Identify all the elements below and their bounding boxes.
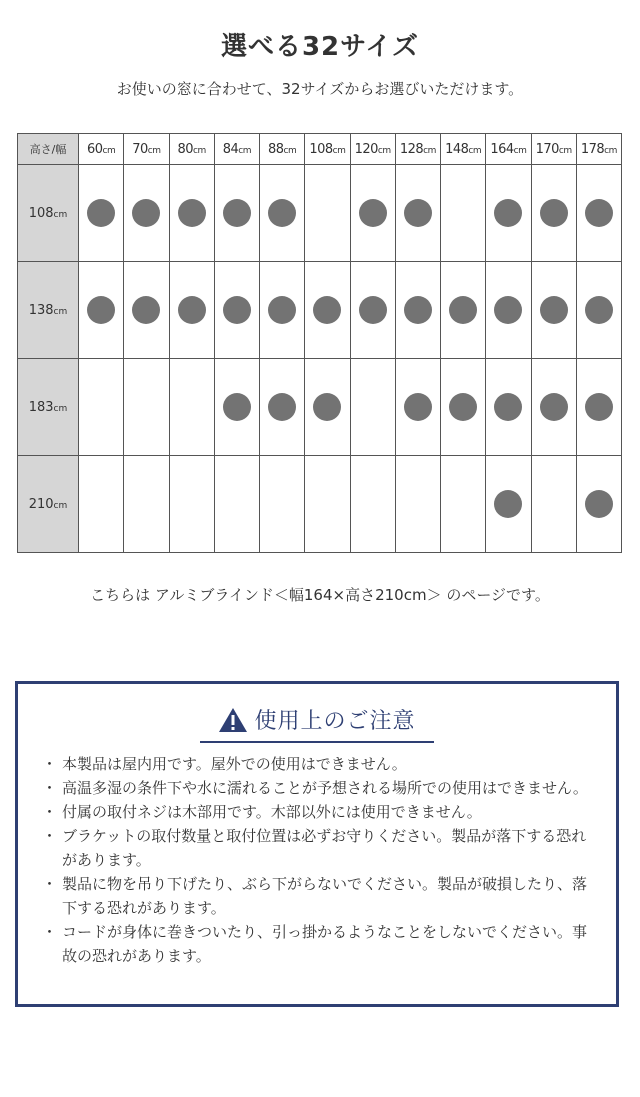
page-subtitle: お使いの窓に合わせて、32サイズからお選びいただけます。 bbox=[116, 80, 524, 98]
height-header bbox=[18, 456, 79, 553]
width-unit: cm bbox=[558, 145, 572, 156]
size-cell bbox=[260, 165, 305, 262]
size-cell bbox=[531, 359, 576, 456]
available-dot-icon bbox=[404, 393, 432, 421]
available-dot-icon bbox=[585, 490, 613, 518]
width-value: 164 bbox=[490, 141, 514, 157]
size-cell bbox=[531, 165, 576, 262]
available-dot-icon bbox=[540, 393, 568, 421]
size-cell bbox=[486, 165, 531, 262]
size-cell bbox=[531, 456, 576, 553]
height-unit: cm bbox=[53, 209, 68, 220]
size-cell bbox=[486, 359, 531, 456]
width-unit: cm bbox=[193, 145, 206, 156]
width-unit: cm bbox=[102, 145, 116, 156]
size-cell bbox=[169, 456, 214, 553]
available-dot-icon bbox=[449, 296, 477, 324]
available-dot-icon bbox=[494, 393, 522, 421]
size-cell bbox=[260, 456, 305, 553]
size-cell bbox=[260, 262, 305, 359]
available-dot-icon bbox=[585, 393, 613, 421]
size-cell bbox=[395, 262, 440, 359]
size-cell bbox=[486, 456, 531, 553]
table-row bbox=[18, 456, 622, 553]
height-value: 138 bbox=[28, 302, 54, 318]
available-dot-icon bbox=[132, 199, 160, 227]
table-row bbox=[18, 262, 622, 359]
height-unit: cm bbox=[53, 500, 68, 511]
size-cell bbox=[576, 165, 621, 262]
caution-list bbox=[44, 752, 596, 968]
available-dot-icon bbox=[585, 199, 613, 227]
size-cell bbox=[214, 165, 259, 262]
size-cell bbox=[441, 359, 486, 456]
size-cell bbox=[350, 165, 395, 262]
width-value: 60 bbox=[86, 141, 103, 157]
caution-box bbox=[15, 681, 619, 1007]
caution-item: ・ 付属の取付ネジは木部用です。木部以外には使用できません。 bbox=[44, 800, 596, 824]
size-cell bbox=[124, 165, 169, 262]
width-header bbox=[441, 134, 486, 165]
size-cell bbox=[124, 359, 169, 456]
size-cell bbox=[441, 262, 486, 359]
available-dot-icon bbox=[313, 296, 341, 324]
available-dot-icon bbox=[223, 393, 251, 421]
width-unit: cm bbox=[468, 145, 482, 156]
size-cell bbox=[79, 262, 124, 359]
size-cell bbox=[305, 262, 350, 359]
size-cell bbox=[124, 262, 169, 359]
available-dot-icon bbox=[449, 393, 477, 421]
width-header bbox=[124, 134, 169, 165]
caution-item: ・ 高温多湿の条件下や水に濡れることが予想される場所での使用はできません。 bbox=[44, 776, 596, 800]
size-cell bbox=[486, 262, 531, 359]
size-cell bbox=[305, 165, 350, 262]
width-header bbox=[169, 134, 214, 165]
width-header bbox=[260, 134, 305, 165]
available-dot-icon bbox=[404, 199, 432, 227]
available-dot-icon bbox=[268, 296, 296, 324]
caution-item: ・ コードが身体に巻きついたり、引っ掛かるようなことをしないでください。事故の恐れがあります。 bbox=[44, 920, 596, 968]
available-dot-icon bbox=[359, 199, 387, 227]
width-value: 170 bbox=[535, 141, 559, 157]
width-value: 178 bbox=[580, 141, 605, 157]
caution-title: 使用上のご注意 bbox=[254, 709, 416, 734]
width-unit: cm bbox=[147, 145, 161, 156]
size-cell bbox=[169, 165, 214, 262]
width-value: 84 bbox=[222, 141, 239, 157]
available-dot-icon bbox=[404, 296, 432, 324]
warning-triangle-icon bbox=[218, 707, 248, 733]
height-unit: cm bbox=[53, 306, 68, 317]
size-cell bbox=[576, 456, 621, 553]
size-cell bbox=[395, 359, 440, 456]
height-value: 108 bbox=[28, 205, 54, 221]
page-title: 選べる32サイズ bbox=[220, 32, 420, 62]
size-cell bbox=[79, 165, 124, 262]
width-value: 80 bbox=[177, 141, 194, 157]
available-dot-icon bbox=[178, 296, 206, 324]
width-unit: cm bbox=[377, 145, 391, 156]
available-dot-icon bbox=[223, 296, 251, 324]
size-cell bbox=[395, 456, 440, 553]
size-cell bbox=[350, 456, 395, 553]
caution-item: ・ 本製品は屋内用です。屋外での使用はできません。 bbox=[44, 752, 596, 776]
height-unit: cm bbox=[53, 403, 68, 414]
available-dot-icon bbox=[494, 296, 522, 324]
size-cell bbox=[531, 262, 576, 359]
available-dot-icon bbox=[540, 296, 568, 324]
available-dot-icon bbox=[87, 199, 115, 227]
width-header bbox=[350, 134, 395, 165]
width-header bbox=[214, 134, 259, 165]
width-value: 108 bbox=[309, 141, 333, 157]
size-cell bbox=[395, 165, 440, 262]
available-dot-icon bbox=[359, 296, 387, 324]
available-dot-icon bbox=[313, 393, 341, 421]
height-header bbox=[18, 359, 79, 456]
width-header bbox=[531, 134, 576, 165]
table-header-row bbox=[18, 134, 622, 165]
size-cell bbox=[214, 456, 259, 553]
width-header bbox=[305, 134, 350, 165]
table-row bbox=[18, 359, 622, 456]
width-header bbox=[79, 134, 124, 165]
available-dot-icon bbox=[268, 199, 296, 227]
size-cell bbox=[305, 359, 350, 456]
size-cell bbox=[79, 359, 124, 456]
corner-label: 高さ/幅 bbox=[18, 134, 79, 165]
width-unit: cm bbox=[513, 145, 527, 156]
available-dot-icon bbox=[268, 393, 296, 421]
available-dot-icon bbox=[87, 296, 115, 324]
width-value: 88 bbox=[267, 141, 284, 157]
caution-header bbox=[18, 704, 616, 743]
size-cell bbox=[441, 165, 486, 262]
size-cell bbox=[169, 262, 214, 359]
caution-item: ・ ブラケットの取付数量と取付位置は必ずお守りください。製品が落下する恐れがあります。 bbox=[44, 824, 596, 872]
width-value: 120 bbox=[354, 141, 378, 157]
size-availability-table bbox=[17, 133, 622, 553]
caution-item: ・ 製品に物を吊り下げたり、ぶら下がらないでください。製品が破損したり、落下する恐れがあります。 bbox=[44, 872, 596, 920]
available-dot-icon bbox=[223, 199, 251, 227]
available-dot-icon bbox=[178, 199, 206, 227]
available-dot-icon bbox=[494, 199, 522, 227]
width-unit: cm bbox=[332, 145, 346, 156]
table-body bbox=[18, 165, 622, 553]
size-cell bbox=[441, 456, 486, 553]
width-unit: cm bbox=[423, 145, 436, 156]
width-header bbox=[576, 134, 621, 165]
size-cell bbox=[214, 359, 259, 456]
available-dot-icon bbox=[540, 199, 568, 227]
size-cell bbox=[350, 262, 395, 359]
table-row bbox=[18, 165, 622, 262]
width-value: 128 bbox=[399, 141, 424, 157]
size-cell bbox=[576, 359, 621, 456]
width-header bbox=[395, 134, 440, 165]
size-cell bbox=[124, 456, 169, 553]
size-cell bbox=[350, 359, 395, 456]
width-unit: cm bbox=[604, 145, 617, 156]
height-value: 210 bbox=[28, 496, 54, 512]
available-dot-icon bbox=[585, 296, 613, 324]
size-cell bbox=[305, 456, 350, 553]
page-note: こちらは アルミブラインド＜幅164×高さ210cm＞ のページです。 bbox=[90, 586, 550, 604]
available-dot-icon bbox=[132, 296, 160, 324]
size-cell bbox=[260, 359, 305, 456]
width-unit: cm bbox=[238, 145, 251, 156]
height-value: 183 bbox=[28, 399, 54, 415]
width-header bbox=[486, 134, 531, 165]
height-header bbox=[18, 165, 79, 262]
width-value: 148 bbox=[445, 141, 469, 157]
width-unit: cm bbox=[283, 145, 297, 156]
height-header bbox=[18, 262, 79, 359]
size-cell bbox=[576, 262, 621, 359]
size-cell bbox=[169, 359, 214, 456]
size-cell bbox=[214, 262, 259, 359]
width-value: 70 bbox=[132, 141, 148, 157]
available-dot-icon bbox=[494, 490, 522, 518]
size-cell bbox=[79, 456, 124, 553]
